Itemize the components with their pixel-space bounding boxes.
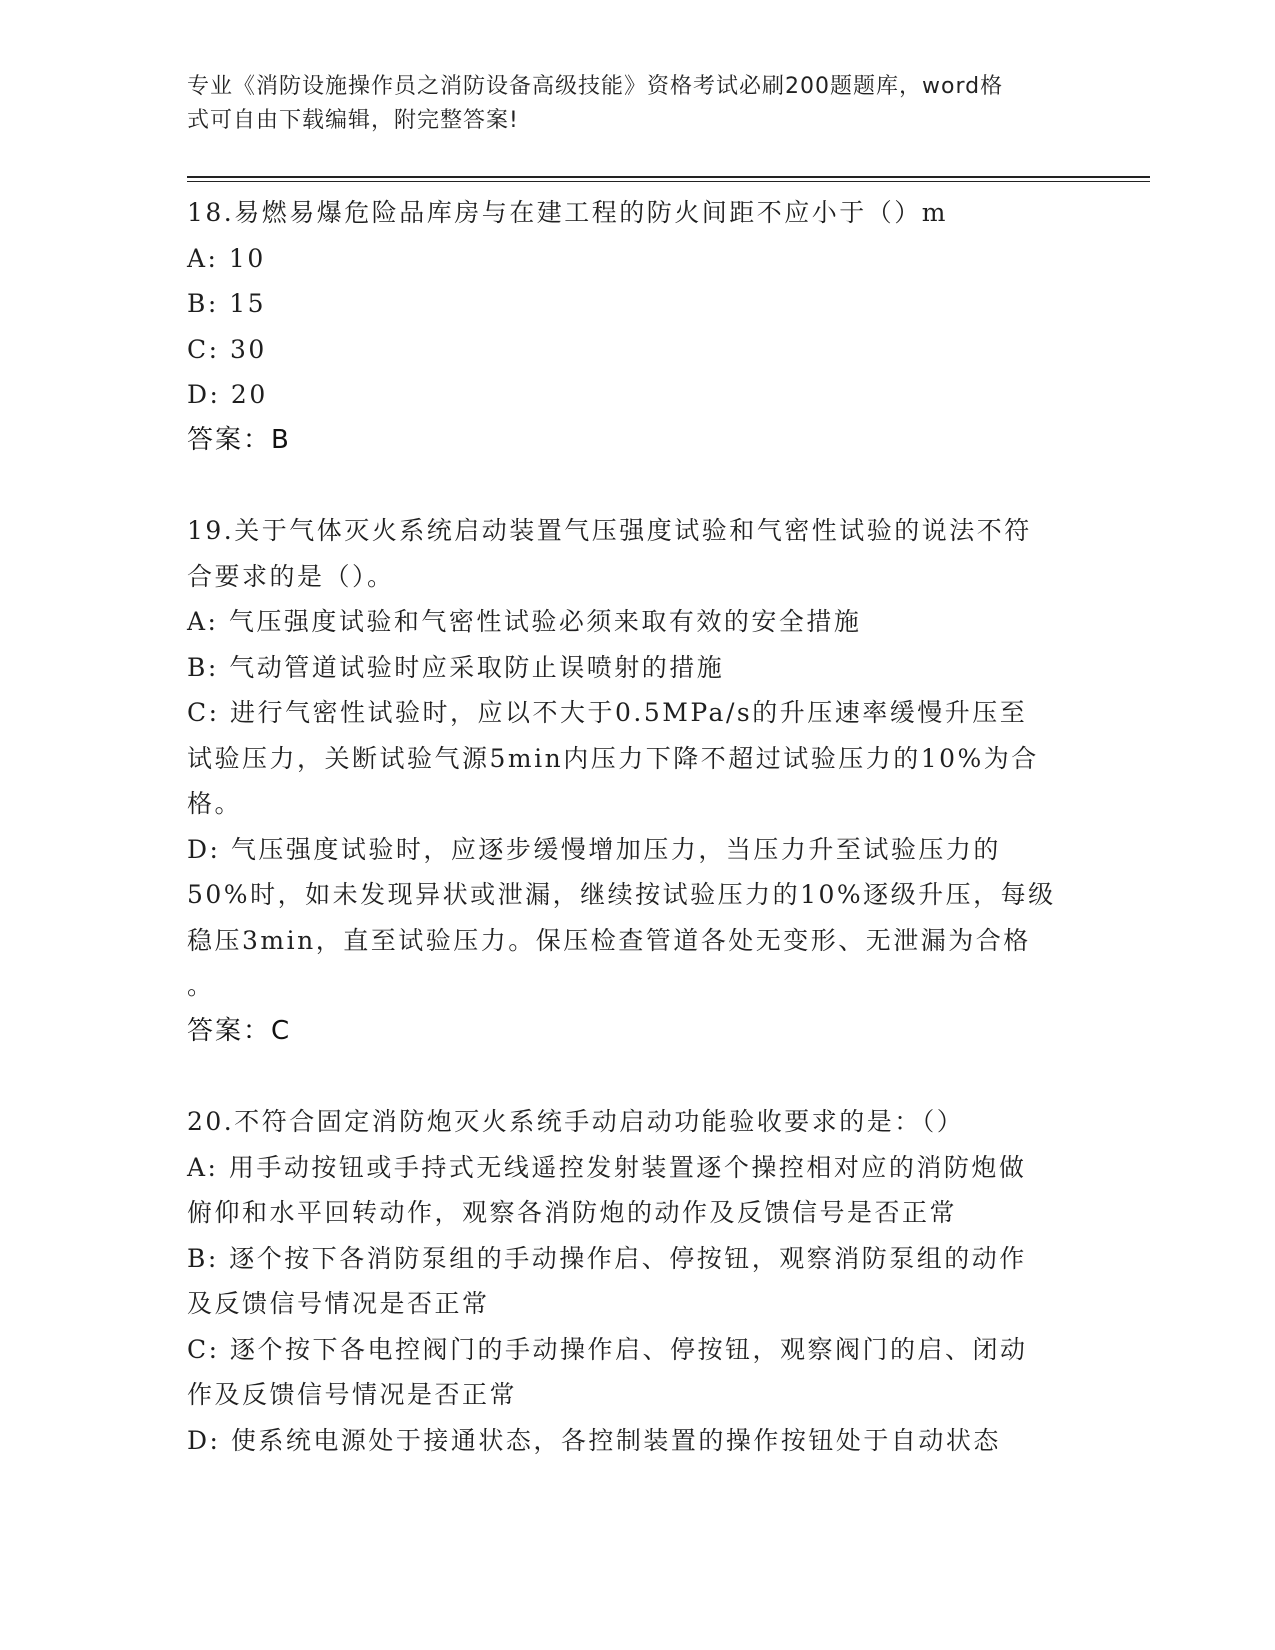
option-a: A: 10 bbox=[187, 243, 266, 273]
option-a-line-1: A: 用手动按钮或手持式无线遥控发射装置逐个操控相对应的消防炮做 bbox=[187, 1152, 1027, 1182]
option-b-line-2: 及反馈信号情况是否正常 bbox=[187, 1289, 490, 1318]
option-d-line-1: D: 气压强度试验时，应逐步缓慢增加压力，当压力升至试验压力的 bbox=[187, 834, 1001, 864]
option-b: B: 15 bbox=[187, 289, 267, 318]
question-19 bbox=[187, 508, 1077, 1054]
header-line-2: 式可自由下载编辑，附完整答案! bbox=[187, 108, 519, 133]
question-20 bbox=[187, 1099, 1077, 1463]
header-line-1: 专业《消防设施操作员之消防设备高级技能》资格考试必刷200题题库，word格 bbox=[187, 74, 1004, 99]
question-18 bbox=[187, 190, 1077, 463]
option-d: D: 20 bbox=[187, 380, 268, 409]
document-header bbox=[187, 70, 1067, 138]
option-c: C: 30 bbox=[187, 334, 267, 364]
option-a: A: 气压强度试验和气密性试验必须来取有效的安全措施 bbox=[187, 607, 862, 636]
question-list bbox=[187, 190, 1077, 1463]
option-a-line-2: 俯仰和水平回转动作，观察各消防炮的动作及反馈信号是否正常 bbox=[187, 1198, 958, 1227]
question-stem: 18.易燃易爆危险品库房与在建工程的防火间距不应小于（）m bbox=[187, 198, 948, 227]
answer: 答案：C bbox=[187, 1015, 292, 1046]
option-d-line-2: 50%时，如未发现异状或泄漏，继续按试验压力的10%逐级升压，每级 bbox=[187, 880, 1056, 909]
option-c-line-2: 试验压力，关断试验气源5min内压力下降不超过试验压力的10%为合 bbox=[187, 743, 1039, 773]
header-rule-thin bbox=[187, 181, 1150, 182]
option-c-line-3: 格。 bbox=[187, 789, 243, 818]
option-d: D: 使系统电源处于接通状态，各控制装置的操作按钮处于自动状态 bbox=[187, 1425, 1001, 1455]
header-rule-thick bbox=[187, 176, 1150, 178]
option-d-line-3: 稳压3min，直至试验压力。保压检查管道各处无变形、无泄漏为合格 bbox=[187, 925, 1031, 955]
option-d-line-4: 。 bbox=[187, 971, 215, 1000]
option-c-line-2: 作及反馈信号情况是否正常 bbox=[187, 1380, 518, 1409]
option-c-line-1: C: 进行气密性试验时，应以不大于0.5MPa/s的升压速率缓慢升压至 bbox=[187, 698, 1028, 727]
option-b: B: 气动管道试验时应采取防止误喷射的措施 bbox=[187, 652, 725, 682]
answer: 答案：B bbox=[187, 424, 291, 455]
question-stem-line-2: 合要求的是（）。 bbox=[187, 561, 395, 591]
option-c-line-1: C: 逐个按下各电控阀门的手动操作启、停按钮，观察阀门的启、闭动 bbox=[187, 1334, 1028, 1364]
question-stem-line-1: 19.关于气体灭火系统启动装置气压强度试验和气密性试验的说法不符 bbox=[187, 516, 1032, 545]
option-b-line-1: B: 逐个按下各消防泵组的手动操作启、停按钮，观察消防泵组的动作 bbox=[187, 1243, 1027, 1273]
question-stem: 20.不符合固定消防炮灭火系统手动启动功能验收要求的是：（） bbox=[187, 1107, 965, 1136]
